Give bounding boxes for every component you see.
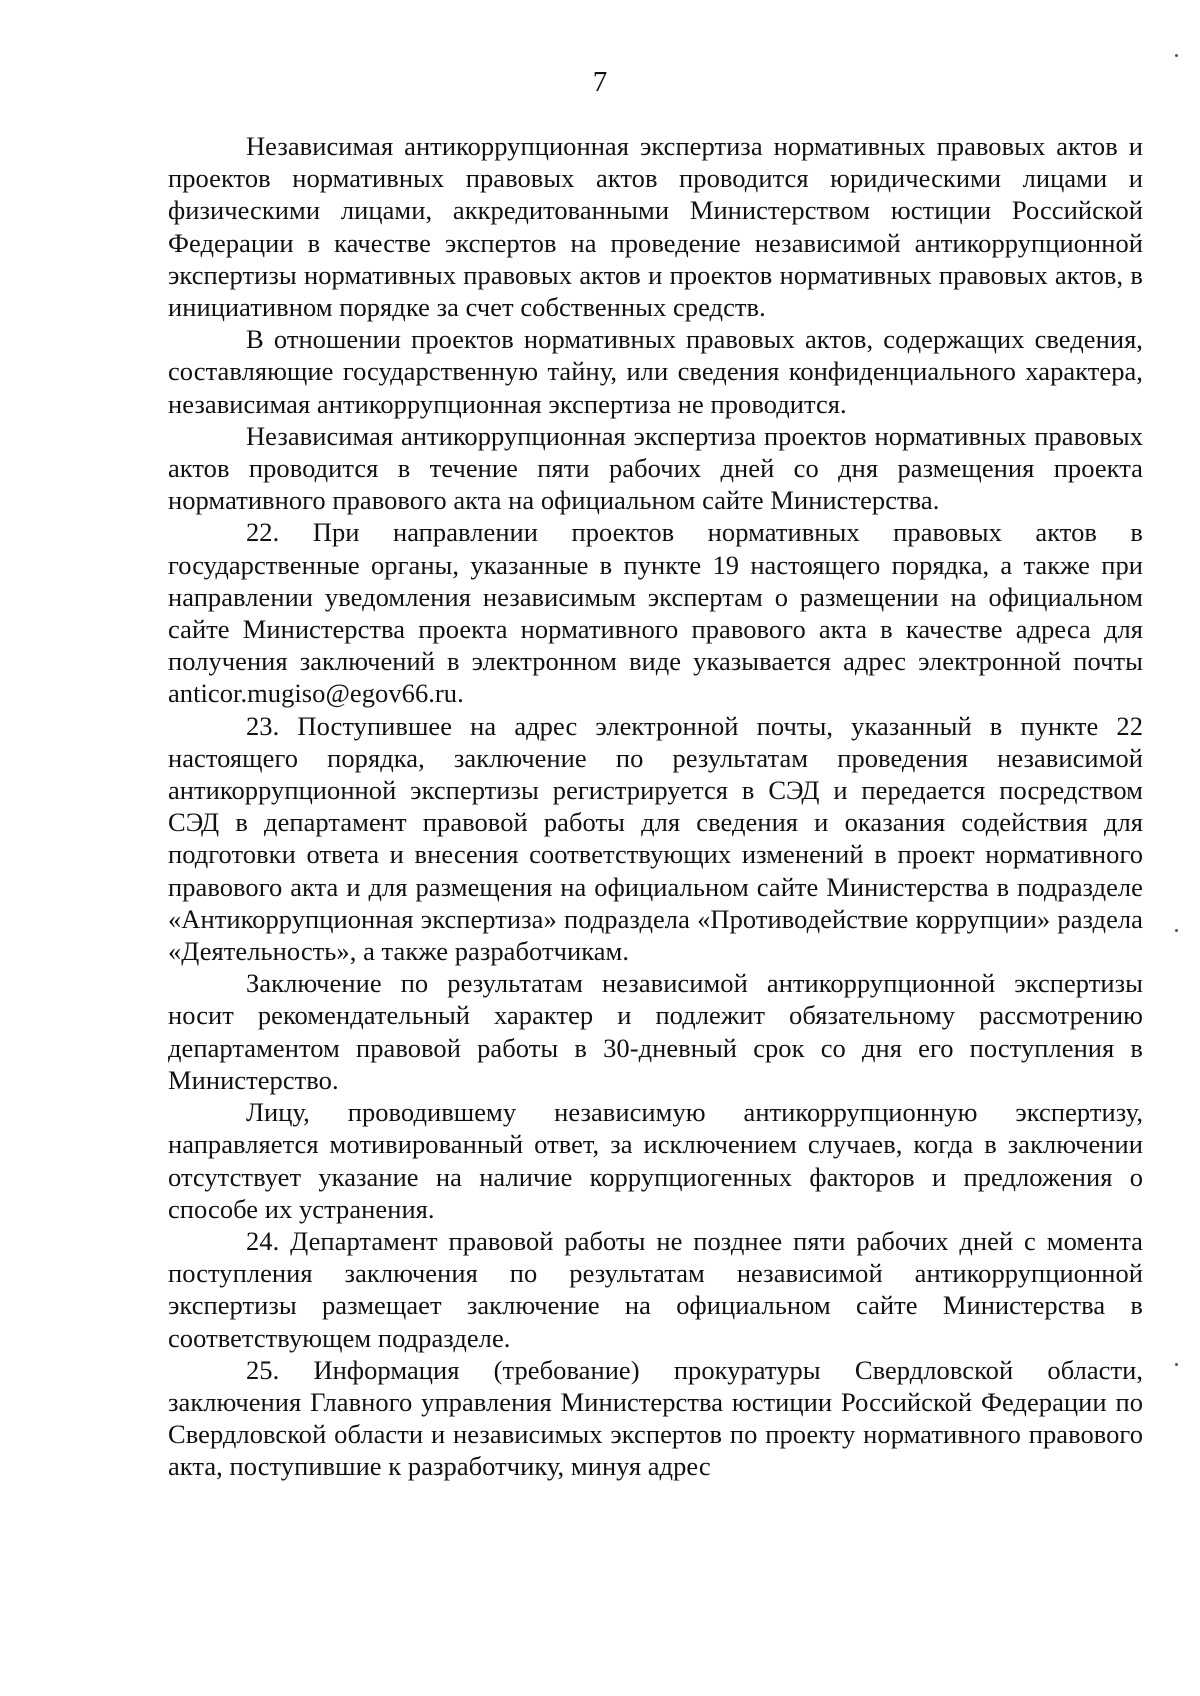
scan-dot xyxy=(1175,929,1178,932)
scan-dot xyxy=(1175,54,1178,57)
document-body xyxy=(168,130,1143,1483)
paragraph: Независимая антикоррупционная экспертиза нормативных правовых актов и проектов нормативных правовых актов проводится юридическими лицами и физическими лицами, аккредитованными Министерством юстиции Российской Федерации в качестве экспертов на проведение независимой антикоррупционной экспертизы нормативных правовых актов и проектов нормативных правовых актов, в инициативном порядке за счет собственных средств. xyxy=(168,131,1143,323)
paragraph: 23. Поступившее на адрес электронной почты, указанный в пункте 22 настоящего порядка, заключение по результатам проведения независимой антикоррупционной экспертизы регистрируется в СЭД и передается посредством СЭД в департамент правовой работы для сведения и оказания содействия для подготовки ответа и внесения соответствующих изменений в проект нормативного правового акта и для размещения на официальном сайте Министерства в подразделе «Антикоррупционная экспертиза» подраздела «Противодействие коррупции» раздела «Деятельность», а также разработчикам. xyxy=(168,710,1143,967)
paragraph: 25. Информация (требование) прокуратуры Свердловской области, заключения Главного управления Министерства юстиции Российской Федерации по Свердловской области и независимых экспертов по проекту нормативного правового акта, поступившие к разработчику, минуя адрес xyxy=(168,1354,1143,1482)
scan-dot xyxy=(1175,1363,1178,1366)
paragraph: 24. Департамент правовой работы не позднее пяти рабочих дней с момента поступления заключения по результатам независимой антикоррупционной экспертизы размещает заключение на официальном сайте Министерства в соответствующем подразделе. xyxy=(168,1225,1143,1353)
paragraph: Независимая антикоррупционная экспертиза проектов нормативных правовых актов проводится в течение пяти рабочих дней со дня размещения проекта нормативного правового акта на официальном сайте Министерства. xyxy=(168,420,1143,516)
paragraph: Лицу, проводившему независимую антикоррупционную экспертизу, направляется мотивированный ответ, за исключением случаев, когда в заключении отсутствует указание на наличие коррупциогенных факторов и предложения о способе их устранения. xyxy=(168,1097,1143,1224)
paragraph: 22. При направлении проектов нормативных правовых актов в государственные органы, указанные в пункте 19 настоящего порядка, а также при направлении уведомления независимым экспертам о размещении на официальном сайте Министерства проекта нормативного правового акта в качестве адреса для получения заключений в электронном виде указывается адрес электронной почты anticor.mugiso@egov66.ru. xyxy=(168,517,1143,709)
paragraph: Заключение по результатам независимой антикоррупционной экспертизы носит рекомендательный характер и подлежит обязательному рассмотрению департаментом правовой работы в 30-дневный срок со дня его поступления в Министерство. xyxy=(168,968,1143,1095)
paragraph: В отношении проектов нормативных правовых актов, содержащих сведения, составляющие государственную тайну, или сведения конфиденциального характера, независимая антикоррупционная экспертиза не проводится. xyxy=(168,324,1143,419)
page-number: 7 xyxy=(592,66,608,98)
